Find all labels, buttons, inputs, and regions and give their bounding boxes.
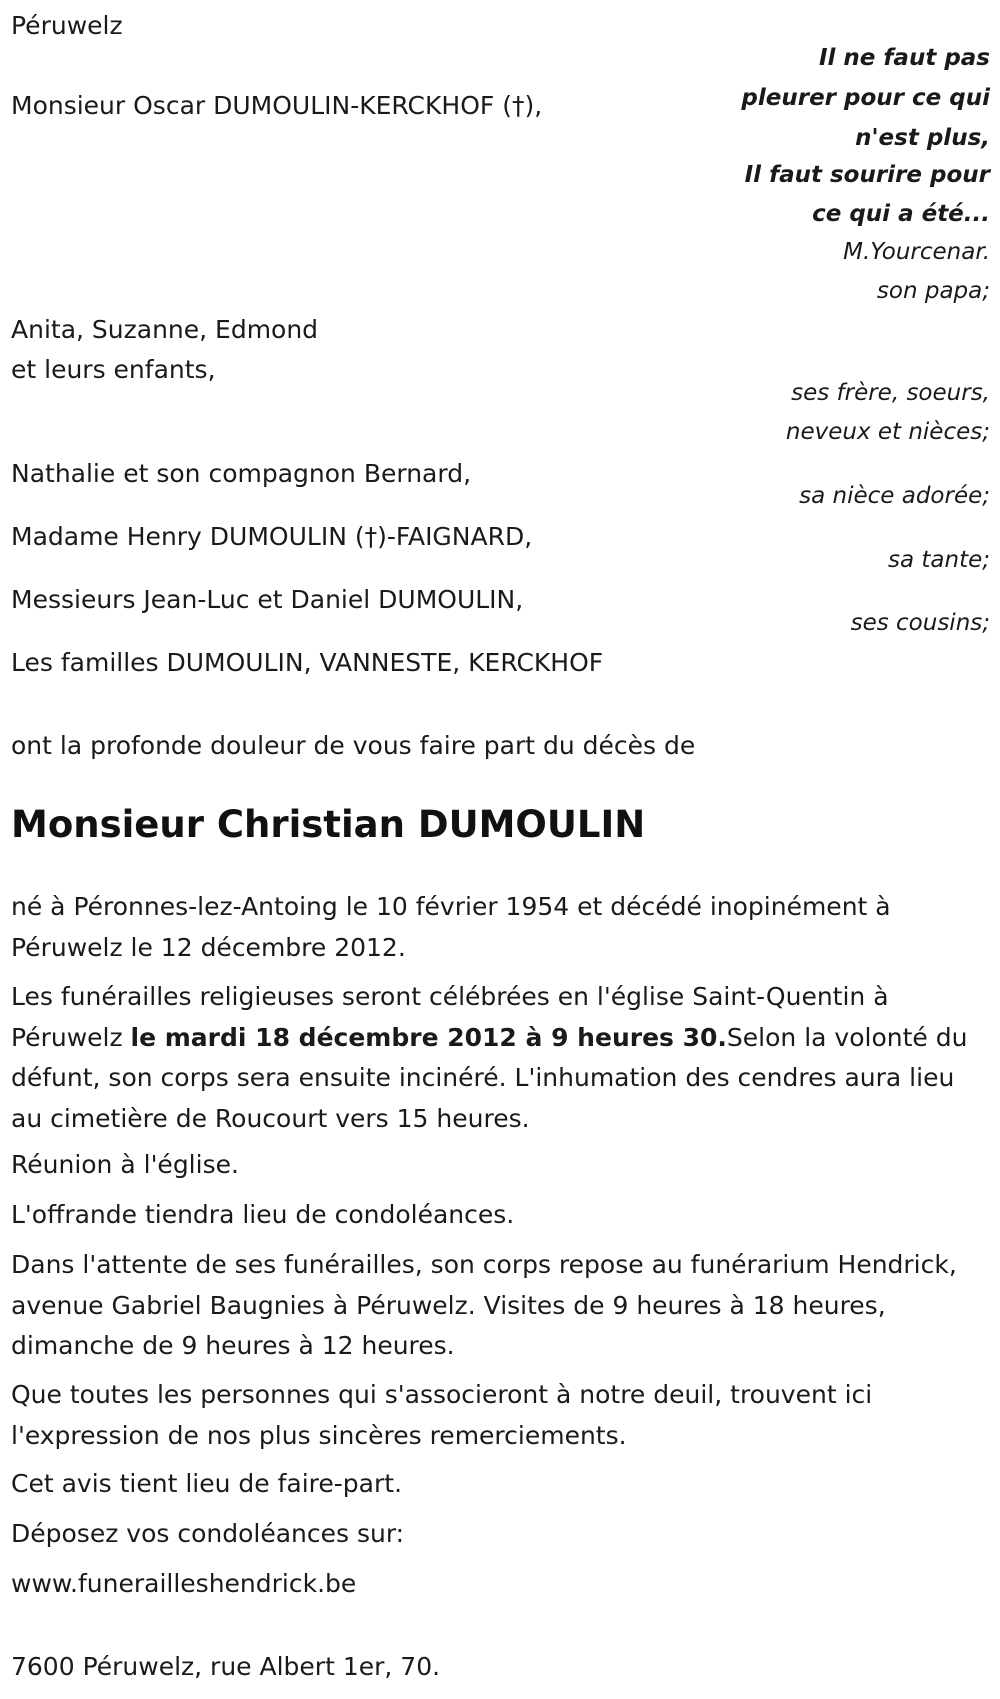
- quote-line: Il faut sourire pour: [744, 162, 990, 188]
- address: 7600 Péruwelz, rue Albert 1er, 70.: [11, 1652, 441, 1681]
- family-member: Nathalie et son compagnon Bernard,: [11, 459, 472, 488]
- notice-paragraph: Cet avis tient lieu de faire-part.: [11, 1469, 403, 1498]
- family-member: Anita, Suzanne, Edmond: [11, 315, 319, 344]
- quote-line: pleurer pour ce qui: [741, 85, 990, 111]
- family-member: Les familles DUMOULIN, VANNESTE, KERCKHOF: [11, 648, 604, 677]
- family-member: Messieurs Jean-Luc et Daniel DUMOULIN,: [11, 585, 524, 614]
- family-relation: sa tante;: [888, 547, 990, 573]
- offering-paragraph: L'offrande tiendra lieu de condoléances.: [11, 1200, 515, 1229]
- family-member: Madame Henry DUMOULIN (†)-FAIGNARD,: [11, 522, 533, 551]
- funeral-paragraph: [11, 977, 989, 1139]
- quote-line: n'est plus,: [855, 125, 990, 151]
- website-link[interactable]: www.funerailleshendrick.be: [11, 1569, 357, 1598]
- condolences-paragraph: Déposez vos condoléances sur:: [11, 1519, 405, 1548]
- meeting-paragraph: Réunion à l'église.: [11, 1150, 239, 1179]
- family-member: Monsieur Oscar DUMOULIN-KERCKHOF (†),: [11, 91, 543, 120]
- birth-paragraph: né à Péronnes-lez-Antoing le 10 février 1954 et décédé inopinément à Péruwelz le 12 décembre 2012.: [11, 892, 891, 962]
- family-relation: ses frère, soeurs,: [791, 380, 990, 406]
- family-relation: son papa;: [876, 278, 990, 304]
- thanks-paragraph: Que toutes les personnes qui s'associeront à notre deuil, trouvent ici l'expression de nos plus sincères remerciements.: [11, 1380, 873, 1450]
- quote-line: ce qui a été...: [812, 201, 990, 227]
- visits-paragraph: Dans l'attente de ses funérailles, son corps repose au funérarium Hendrick, avenue Gabriel Baugnies à Péruwelz. Visites de 9 heures à 18 heures, dimanche de 9 heures à 12 heures.: [11, 1250, 957, 1360]
- funeral-text-after: Selon la volonté du défunt, son corps sera ensuite incinéré. L'inhumation des cendres aura lieu au cimetière de Roucourt vers 15 heures.: [11, 1022, 968, 1133]
- location: Péruwelz: [11, 11, 123, 40]
- funeral-text: Les funérailles religieuses seront célébrées en l'église Saint-Quentin à Péruwelz: [11, 982, 889, 1052]
- deceased-name: Monsieur Christian DUMOULIN: [11, 803, 646, 846]
- family-relation: sa nièce adorée;: [799, 483, 990, 509]
- announcement: ont la profonde douleur de vous faire part du décès de: [11, 731, 696, 760]
- quote-author: M.Yourcenar.: [843, 239, 990, 265]
- quote-line: Il ne faut pas: [818, 45, 990, 71]
- family-member: et leurs enfants,: [11, 355, 216, 384]
- family-relation: ses cousins;: [850, 610, 990, 636]
- family-relation: neveux et nièces;: [785, 419, 990, 445]
- funeral-date: le mardi 18 décembre 2012 à 9 heures 30.: [130, 1022, 727, 1052]
